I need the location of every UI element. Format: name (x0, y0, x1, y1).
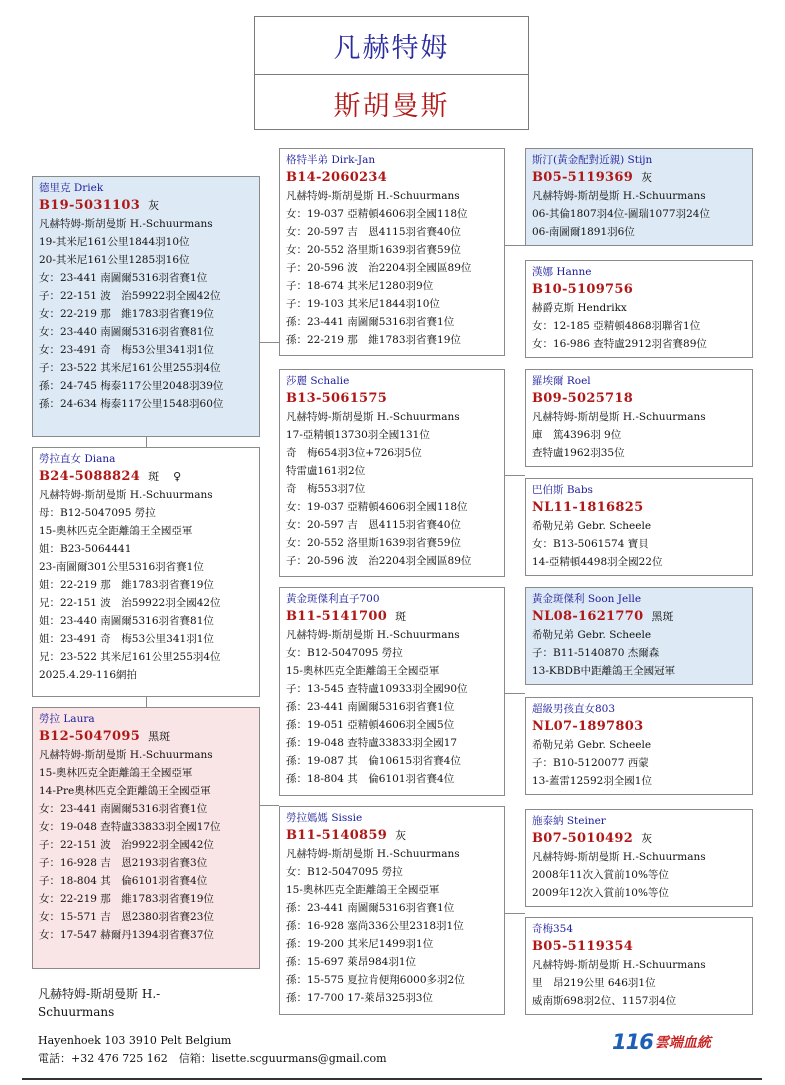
pigeon-details (39, 486, 253, 684)
card-ffm (525, 260, 753, 358)
detail-line: 女：B12-5047095 勞拉 (286, 647, 403, 659)
detail-line: 孫：23-441 南圖爾5316羽省賽1位 (286, 316, 455, 328)
logo-text: 雲端血統 (654, 1035, 711, 1051)
detail-line: 孫：19-087 其 倫10615羽省賽4位 (286, 755, 461, 767)
card-fmf (525, 369, 753, 467)
card-mmm (525, 917, 753, 1015)
detail-line: 15-奧林匹克全距離鴿王全國亞軍 (39, 525, 193, 537)
pigeon-name: 黃金斑傑利 Soon Jelle (532, 593, 642, 605)
breeder-phone-email: 電話：+32 476 725 162 信箱：lisette.scguurmans@gmail.com (38, 1052, 387, 1065)
pigeon-color: 黑斑 (148, 730, 171, 743)
connector (146, 437, 147, 447)
logo-number: 116 (612, 1030, 653, 1054)
pigeon-details (532, 848, 746, 902)
detail-line: 女：B13-5061574 寶貝 (532, 538, 649, 550)
detail-line: 凡赫特姆-斯胡曼斯 H.-Schuurmans (286, 190, 460, 202)
ring-number: NL08-1621770 (532, 609, 644, 624)
detail-line: 19-其米尼161公里1844羽10位 (39, 236, 190, 248)
detail-line: 孫：24-634 梅泰117公里1548羽60位 (39, 398, 224, 410)
detail-line: 姐：23-440 南圖爾5316羽省賽81位 (39, 615, 214, 627)
pigeon-name: 巴伯斯 Babs (532, 484, 593, 496)
pigeon-color: 斑 (395, 610, 407, 623)
detail-line: 庫 篤4396羽 9位 (532, 429, 622, 441)
detail-line: 2008年11次入賞前10%等位 (532, 869, 669, 881)
detail-line: 13-KBDB中距離鴿王全國冠軍 (532, 665, 676, 677)
pigeon-details (532, 956, 746, 1010)
detail-line: 子：20-596 波 治2204羽全國區89位 (286, 262, 472, 274)
detail-line: 女：23-440 南圖爾5316羽省賽81位 (39, 326, 214, 338)
detail-line: 女：16-986 查特盧2912羽省賽89位 (532, 338, 707, 350)
pigeon-color: 灰 (148, 199, 160, 212)
ring-number: NL07-1897803 (532, 719, 644, 734)
pigeon-details (39, 215, 253, 413)
pigeon-name: 漢娜 Hanne (532, 266, 592, 278)
ring-number: B05-5119369 (532, 170, 634, 185)
card-father-father (279, 148, 505, 356)
pigeon-details (532, 626, 746, 680)
detail-line: 女：23-441 南圖爾5316羽省賽1位 (39, 272, 208, 284)
connector (260, 342, 279, 343)
detail-line: 23-南圖爾301公里5316羽省賽1位 (39, 561, 204, 573)
detail-line: 女：20-597 吉 恩4115羽省賽40位 (286, 519, 461, 531)
detail-line: 2009年12次入賞前10%等位 (532, 887, 669, 899)
ring-number: B13-5061575 (286, 391, 388, 406)
detail-line: 14-Pre奧林匹克全距離鴿王全國亞軍 (39, 785, 211, 797)
detail-line: 女：20-552 洛里斯1639羽省賽59位 (286, 244, 461, 256)
card-fmm (525, 478, 753, 576)
detail-line: 孫：15-575 夏拉肯便翔6000多羽2位 (286, 974, 465, 986)
detail-line: 凡赫特姆-斯胡曼斯 H.-Schuurmans (286, 411, 460, 423)
site-logo (612, 1030, 711, 1054)
detail-line: 凡赫特姆-斯胡曼斯 H.-Schuurmans (532, 411, 706, 423)
pigeon-color: 灰 (641, 832, 653, 845)
detail-line: 查特盧1962羽35位 (532, 447, 625, 459)
ring-number: B24-5088824 (39, 469, 141, 484)
connector (505, 245, 525, 246)
pedigree-title (254, 16, 529, 130)
ring-number: B14-2060234 (286, 170, 388, 185)
pigeon-name: 莎麗 Schalie (286, 375, 350, 387)
detail-line: 希勒兄弟 Gebr. Scheele (532, 520, 652, 532)
ring-number: B11-5141700 (286, 609, 388, 624)
pigeon-color: 灰 (395, 829, 407, 842)
breeder-name: 凡赫特姆-斯胡曼斯 H.-Schuurmans (38, 987, 161, 1019)
card-mff (525, 587, 753, 685)
pigeon-color: 斑 (148, 470, 160, 483)
card-fff (525, 148, 753, 246)
detail-line: 孫：23-441 南圖爾5316羽省賽1位 (286, 701, 455, 713)
detail-line: 子：18-804 其 倫6101羽省賽4位 (39, 875, 208, 887)
pigeon-details (532, 408, 746, 462)
detail-line: 孫：19-200 其米尼1499羽1位 (286, 938, 434, 950)
detail-line: 女：22-219 那 維1783羽省賽19位 (39, 308, 214, 320)
detail-line: 孫：17-700 17-萊昂325羽3位 (286, 992, 433, 1004)
pigeon-name: 施泰納 Steiner (532, 815, 606, 827)
detail-line: 孫：23-441 南圖爾5316羽省賽1位 (286, 902, 455, 914)
title-line-2: 斯胡曼斯 (333, 91, 450, 122)
pigeon-name: 斯汀(黃金配對近親) Stijn (532, 154, 653, 166)
pigeon-details (532, 517, 746, 571)
detail-line: 女：20-597 吉 恩4115羽省賽40位 (286, 226, 461, 238)
ring-number: B09-5025718 (532, 391, 634, 406)
detail-line: 凡赫特姆-斯胡曼斯 H.-Schuurmans (39, 489, 213, 501)
detail-line: 凡赫特姆-斯胡曼斯 H.-Schuurmans (39, 218, 213, 230)
ring-number: B12-5047095 (39, 729, 141, 744)
detail-line: 凡赫特姆-斯胡曼斯 H.-Schuurmans (39, 749, 213, 761)
detail-line: 子：B11-5140870 杰爾森 (532, 647, 660, 659)
pigeon-name: 超級男孩直女803 (532, 703, 616, 715)
detail-line: 女：15-571 吉 恩2380羽省賽23位 (39, 911, 214, 923)
card-mfm (525, 697, 753, 795)
detail-line: 孫：22-219 那 維1783羽省賽19位 (286, 334, 461, 346)
pigeon-name: 黃金斑傑利直子700 (286, 593, 380, 605)
detail-line: 里 昂219公里 646羽1位 (532, 977, 656, 989)
detail-line: 女：17-547 赫爾丹1394羽省賽37位 (39, 929, 214, 941)
detail-line: 赫爵克斯 Hendrikx (532, 302, 627, 314)
pigeon-name: 勞拉 Laura (39, 713, 95, 725)
pigeon-name: 德里克 Driek (39, 182, 104, 194)
detail-line: 2025.4.29-116網拍 (39, 669, 138, 681)
detail-line: 子：13-545 查特盧10933羽全國90位 (286, 683, 468, 695)
detail-line: 凡赫特姆-斯胡曼斯 H.-Schuurmans (532, 851, 706, 863)
card-father-mother (279, 369, 505, 577)
detail-line: 孫：18-804 其 倫6101羽省賽4位 (286, 773, 455, 785)
connector (505, 913, 525, 914)
detail-line: 14-亞精頓4498羽全國22位 (532, 556, 663, 568)
detail-line: 20-其米尼161公里1285羽16位 (39, 254, 190, 266)
card-mother-father (279, 587, 505, 796)
pigeon-details (286, 187, 498, 349)
pigeon-name: 勞拉媽媽 Sissie (286, 812, 363, 824)
pigeon-details (286, 845, 498, 1007)
pigeon-name: 羅埃爾 Roel (532, 375, 591, 387)
connector (260, 805, 279, 806)
detail-line: 女：23-491 奇 梅53公里341羽1位 (39, 344, 214, 356)
detail-line: 威南斯698羽2位、1157羽4位 (532, 995, 677, 1007)
detail-line: 凡赫特姆-斯胡曼斯 H.-Schuurmans (286, 848, 460, 860)
detail-line: 希勒兄弟 Gebr. Scheele (532, 739, 652, 751)
breeder-contact (38, 1032, 387, 1068)
footer-divider (22, 1078, 762, 1080)
ring-number: B19-5031103 (39, 198, 141, 213)
pigeon-details (532, 187, 746, 241)
detail-line: 孫：19-048 查特盧33833羽全國17 (286, 737, 458, 749)
card-mmf (525, 809, 753, 907)
pigeon-name: 奇梅354 (532, 923, 574, 935)
detail-line: 子：20-596 波 治2204羽全國區89位 (286, 555, 472, 567)
detail-line: 女：19-048 查特盧33833羽全國17位 (39, 821, 221, 833)
detail-line: 子：23-522 其米尼161公里255羽4位 (39, 362, 221, 374)
pigeon-sex: ♀ (173, 470, 182, 483)
pigeon-name: 格特半弟 Dirk-Jan (286, 154, 376, 166)
detail-line: 兄：22-151 波 治59922羽全國42位 (39, 597, 221, 609)
detail-line: 13-蓋雷12592羽全國1位 (532, 775, 652, 787)
detail-line: 孫：16-928 塞尚336公里2318羽1位 (286, 920, 464, 932)
detail-line: 奇 梅654羽3位+726羽5位 (286, 447, 422, 459)
detail-line: 女：19-037 亞精頓4606羽全國118位 (286, 501, 468, 513)
detail-line: 子：22-151 波 治59922羽全國42位 (39, 290, 221, 302)
breeder-address: Hayenhoek 103 3910 Pelt Belgium (38, 1034, 232, 1047)
detail-line: 06-南圖爾1891羽6位 (532, 226, 635, 238)
ring-number: B05-5119354 (532, 939, 634, 954)
detail-line: 女：22-219 那 維1783羽省賽19位 (39, 893, 214, 905)
ring-number: B11-5140859 (286, 828, 388, 843)
connector (505, 475, 525, 476)
detail-line: 女：23-441 南圖爾5316羽省賽1位 (39, 803, 208, 815)
detail-line: 凡赫特姆-斯胡曼斯 H.-Schuurmans (532, 190, 706, 202)
detail-line: 孫：19-051 亞精頓4606羽全國5位 (286, 719, 455, 731)
pigeon-details (286, 626, 498, 788)
detail-line: 15-奧林匹克全距離鴿王全國亞軍 (39, 767, 193, 779)
pigeon-color: 黑斑 (651, 610, 674, 623)
detail-line: 姐：B23-5064441 (39, 543, 132, 555)
detail-line: 女：20-552 洛里斯1639羽省賽59位 (286, 537, 461, 549)
detail-line: 子：18-674 其米尼1280羽9位 (286, 280, 434, 292)
pigeon-name: 勞拉直女 Diana (39, 453, 116, 465)
card-father (32, 176, 260, 437)
detail-line: 15-奧林匹克全距離鴿王全國亞軍 (286, 665, 440, 677)
detail-line: 女：19-037 亞精頓4606羽全國118位 (286, 208, 468, 220)
detail-line: 希勒兄弟 Gebr. Scheele (532, 629, 652, 641)
card-mother (32, 707, 260, 969)
ring-number: NL11-1816825 (532, 500, 644, 515)
detail-line: 女：12-185 亞精頓4868羽聯省1位 (532, 320, 701, 332)
pigeon-details (286, 408, 498, 570)
detail-line: 姐：22-219 那 維1783羽省賽19位 (39, 579, 214, 591)
detail-line: 姐：23-491 奇 梅53公里341羽1位 (39, 633, 214, 645)
detail-line: 17-亞精頓13730羽全國131位 (286, 429, 430, 441)
detail-line: 兄：23-522 其米尼161公里255羽4位 (39, 651, 221, 663)
detail-line: 子：22-151 波 治9922羽全國42位 (39, 839, 214, 851)
detail-line: 孫：24-745 梅泰117公里2048羽39位 (39, 380, 224, 392)
card-mother-mother (279, 806, 505, 1015)
detail-line: 奇 梅553羽7位 (286, 483, 366, 495)
detail-line: 凡赫特姆-斯胡曼斯 H.-Schuurmans (532, 959, 706, 971)
pigeon-details (532, 736, 746, 790)
detail-line: 子：B10-5120077 西蒙 (532, 757, 649, 769)
detail-line: 女：B12-5047095 勞拉 (286, 866, 403, 878)
pigeon-color: 灰 (641, 171, 653, 184)
detail-line: 子：19-103 其米尼1844羽10位 (286, 298, 440, 310)
detail-line: 06-其倫1807羽4位-圖瑞1077羽24位 (532, 208, 710, 220)
detail-line: 凡赫特姆-斯胡曼斯 H.-Schuurmans (286, 629, 460, 641)
title-line-1: 凡赫特姆 (255, 17, 528, 75)
detail-line: 母：B12-5047095 勞拉 (39, 507, 156, 519)
ring-number: B10-5109756 (532, 282, 634, 297)
detail-line: 子：16-928 吉 恩2193羽省賽3位 (39, 857, 208, 869)
pigeon-details (532, 299, 746, 353)
pigeon-details (39, 746, 253, 944)
ring-number: B07-5010492 (532, 831, 634, 846)
detail-line: 特雷盧161羽2位 (286, 465, 366, 477)
card-subject (32, 447, 260, 697)
detail-line: 孫：15-697 萊昂984羽1位 (286, 956, 417, 968)
detail-line: 15-奧林匹克全距離鴿王全國亞軍 (286, 884, 440, 896)
connector (505, 693, 525, 694)
connector (146, 697, 147, 707)
